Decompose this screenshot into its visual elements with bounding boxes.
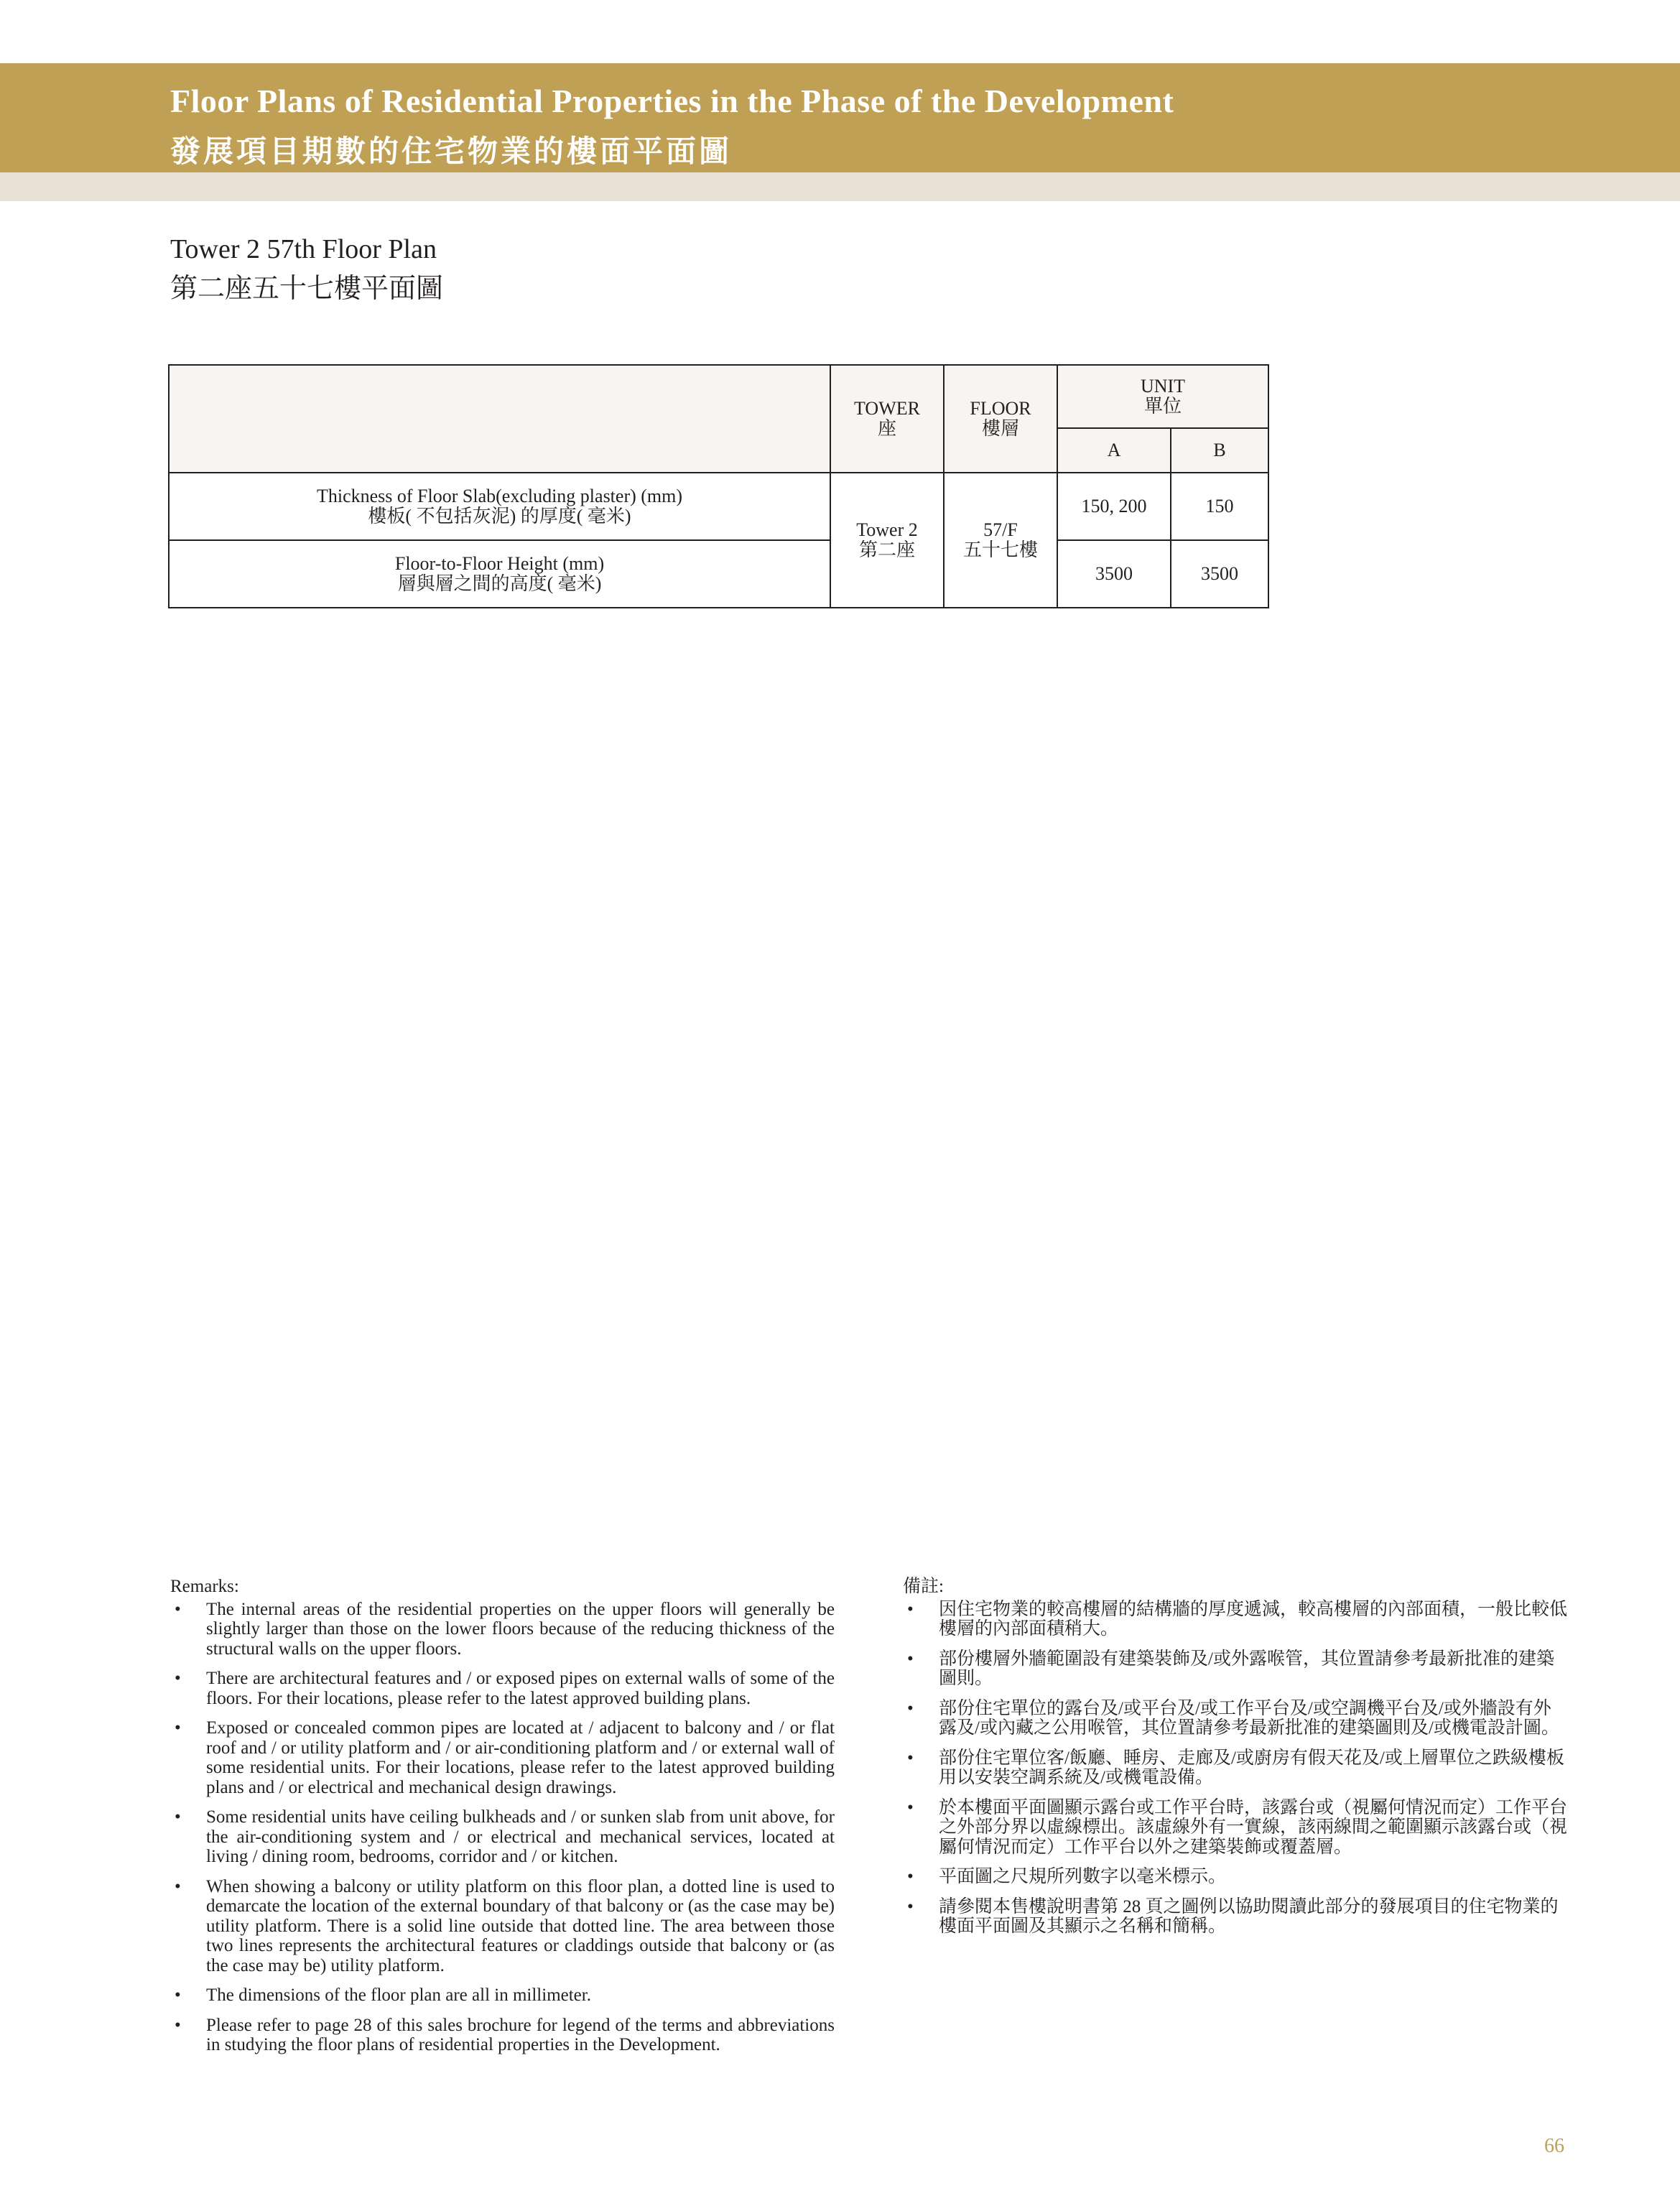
remark-text: There are architectural features and / or exposed pipes on external walls of some of the floors. For their locations, please refer to the latest approved building plans. bbox=[206, 1669, 835, 1708]
plan-title-zh: 第二座五十七樓平面圖 bbox=[170, 274, 444, 304]
list-item bbox=[170, 1985, 835, 2006]
bullet-icon: • bbox=[175, 1807, 181, 1827]
list-item bbox=[170, 1807, 835, 1867]
unit-header bbox=[1057, 365, 1268, 428]
bullet-icon: • bbox=[907, 1896, 914, 1917]
list-item bbox=[903, 1649, 1567, 1689]
floor-value bbox=[944, 473, 1057, 608]
remarks-en-list bbox=[170, 1600, 835, 2055]
remark-text: 平面圖之尺規所列數字以毫米標示。 bbox=[939, 1867, 1227, 1886]
floor-height-unit-b: 3500 bbox=[1171, 540, 1268, 608]
remark-text: 請參閱本售樓說明書第 28 頁之圖例以協助閱讀此部分的發展項目的住宅物業的樓面平面圖及其顯示之名稱和簡稱。 bbox=[939, 1896, 1559, 1936]
slab-thickness-label-zh: 樓板( 不包括灰泥) 的厚度( 毫米) bbox=[368, 506, 631, 527]
list-item bbox=[903, 1897, 1567, 1937]
slab-thickness-unit-a: 150, 200 bbox=[1057, 473, 1171, 540]
remark-text: Exposed or concealed common pipes are located at / adjacent to balcony and / or flat roof and / or utility platform and / or air-conditioning platform and / or external wall of some residential units. For their locations, please refer to the latest approved building plans and / or electrical and mechanical design drawings. bbox=[206, 1718, 835, 1797]
bullet-icon: • bbox=[175, 1718, 181, 1738]
tower-header bbox=[830, 365, 944, 473]
slab-thickness-label-en: Thickness of Floor Slab(excluding plaster) (mm) bbox=[316, 486, 683, 506]
unit-a-header: A bbox=[1057, 428, 1171, 473]
header-title-zh: 發展項目期數的住宅物業的樓面平面圖 bbox=[170, 136, 733, 169]
remark-text: Some residential units have ceiling bulkheads and / or sunken slab from unit above, for the air-conditioning system and / or electrical and mechanical services, located at living / dining room, bedrooms, corridor and / or kitchen. bbox=[206, 1807, 835, 1866]
remarks-zh-list bbox=[903, 1600, 1567, 1937]
remarks-en bbox=[170, 1577, 835, 2065]
remark-text: 於本樓面平面圖顯示露台或工作平台時，該露台或（視屬何情況而定）工作平台之外部分界以虛線標出。該虛線外有一實線，該兩線間之範圍顯示該露台或（視屬何情況而定）工作平台以外之建築裝飾或覆蓋層。 bbox=[939, 1797, 1568, 1857]
bullet-icon: • bbox=[907, 1797, 914, 1817]
floor-height-label-en: Floor-to-Floor Height (mm) bbox=[394, 553, 605, 574]
floor-value-zh: 五十七樓 bbox=[962, 539, 1038, 560]
bullet-icon: • bbox=[175, 2015, 181, 2035]
tower-value-en: Tower 2 bbox=[856, 519, 918, 540]
floor-spec-table bbox=[168, 364, 1269, 608]
page-number: 66 bbox=[1544, 2135, 1564, 2157]
header-title-en: Floor Plans of Residential Properties in the Phase of the Development bbox=[170, 83, 1174, 119]
list-item bbox=[903, 1699, 1567, 1738]
slab-thickness-label bbox=[169, 473, 830, 540]
list-item bbox=[903, 1748, 1567, 1788]
list-item bbox=[903, 1600, 1567, 1639]
remark-text: 部份住宅單位的露台及/或平台及/或工作平台及/或空調機平台及/或外牆設有外露及/或內藏之公用喉管，其位置請參考最新批准的建築圖則及/或機電設計圖。 bbox=[939, 1698, 1559, 1738]
list-item bbox=[903, 1867, 1567, 1887]
tower-header-en: TOWER bbox=[854, 398, 920, 419]
remark-text: Please refer to page 28 of this sales brochure for legend of the terms and abbreviations in studying the floor plans of residential properties in the Development. bbox=[206, 2015, 835, 2054]
floor-header bbox=[944, 365, 1057, 473]
list-item bbox=[170, 2016, 835, 2055]
remark-text: 部份樓層外牆範圍設有建築裝飾及/或外露喉管，其位置請參考最新批准的建築圖則。 bbox=[939, 1649, 1554, 1688]
remark-text: The internal areas of the residential properties on the upper floors will generally be slightly larger than those on the lower floors because of the reducing thickness of the structural walls on the upper floors. bbox=[206, 1599, 835, 1659]
floor-height-unit-a: 3500 bbox=[1057, 540, 1171, 608]
bullet-icon: • bbox=[907, 1599, 914, 1619]
remark-text: When showing a balcony or utility platform on this floor plan, a dotted line is used to demarcate the location of the external boundary of that balcony or (as the case may be) utility platform. There is a solid line outside that dotted line. The area between those two lines represents the architectural features or claddings outside that balcony or (as the case may be) utility platform. bbox=[206, 1876, 835, 1975]
tower-value bbox=[830, 473, 944, 608]
remark-text: 部份住宅單位客/飯廳、睡房、走廊及/或廚房有假天花及/或上層單位之跌級樓板用以安裝空調系統及/或機電設備。 bbox=[939, 1748, 1564, 1787]
remarks-en-heading: Remarks: bbox=[170, 1577, 239, 1596]
floor-height-label-zh: 層與層之間的高度( 毫米) bbox=[397, 573, 602, 594]
unit-b-header: B bbox=[1171, 428, 1268, 473]
plan-title-en: Tower 2 57th Floor Plan bbox=[170, 234, 437, 264]
tower-value-zh: 第二座 bbox=[858, 539, 915, 560]
bullet-icon: • bbox=[175, 1876, 181, 1896]
remarks-zh bbox=[903, 1577, 1567, 1947]
bullet-icon: • bbox=[907, 1698, 914, 1718]
floor-header-zh: 樓層 bbox=[981, 418, 1019, 439]
list-item bbox=[903, 1798, 1567, 1858]
bullet-icon: • bbox=[175, 1599, 181, 1619]
bullet-icon: • bbox=[907, 1748, 914, 1768]
table-corner-cell bbox=[169, 365, 830, 473]
floor-value-en: 57/F bbox=[983, 519, 1018, 540]
unit-header-zh: 單位 bbox=[1143, 396, 1182, 417]
floor-header-en: FLOOR bbox=[970, 398, 1031, 419]
header-strip bbox=[0, 172, 1680, 201]
slab-thickness-unit-b: 150 bbox=[1171, 473, 1268, 540]
floor-height-label bbox=[169, 540, 830, 608]
list-item bbox=[170, 1669, 835, 1708]
remark-text: The dimensions of the floor plan are all in millimeter. bbox=[206, 1985, 591, 2005]
bullet-icon: • bbox=[175, 1985, 181, 2005]
tower-header-zh: 座 bbox=[877, 418, 896, 439]
bullet-icon: • bbox=[907, 1867, 914, 1886]
list-item bbox=[170, 1877, 835, 1976]
remark-text: 因住宅物業的較高樓層的結構牆的厚度遞減，較高樓層的內部面積，一般比較低樓層的內部面積稍大。 bbox=[939, 1599, 1568, 1639]
unit-header-en: UNIT bbox=[1140, 376, 1186, 397]
remarks-zh-heading: 備註: bbox=[903, 1577, 944, 1596]
bullet-icon: • bbox=[907, 1649, 914, 1669]
list-item bbox=[170, 1600, 835, 1659]
bullet-icon: • bbox=[175, 1669, 181, 1688]
list-item bbox=[170, 1718, 835, 1797]
